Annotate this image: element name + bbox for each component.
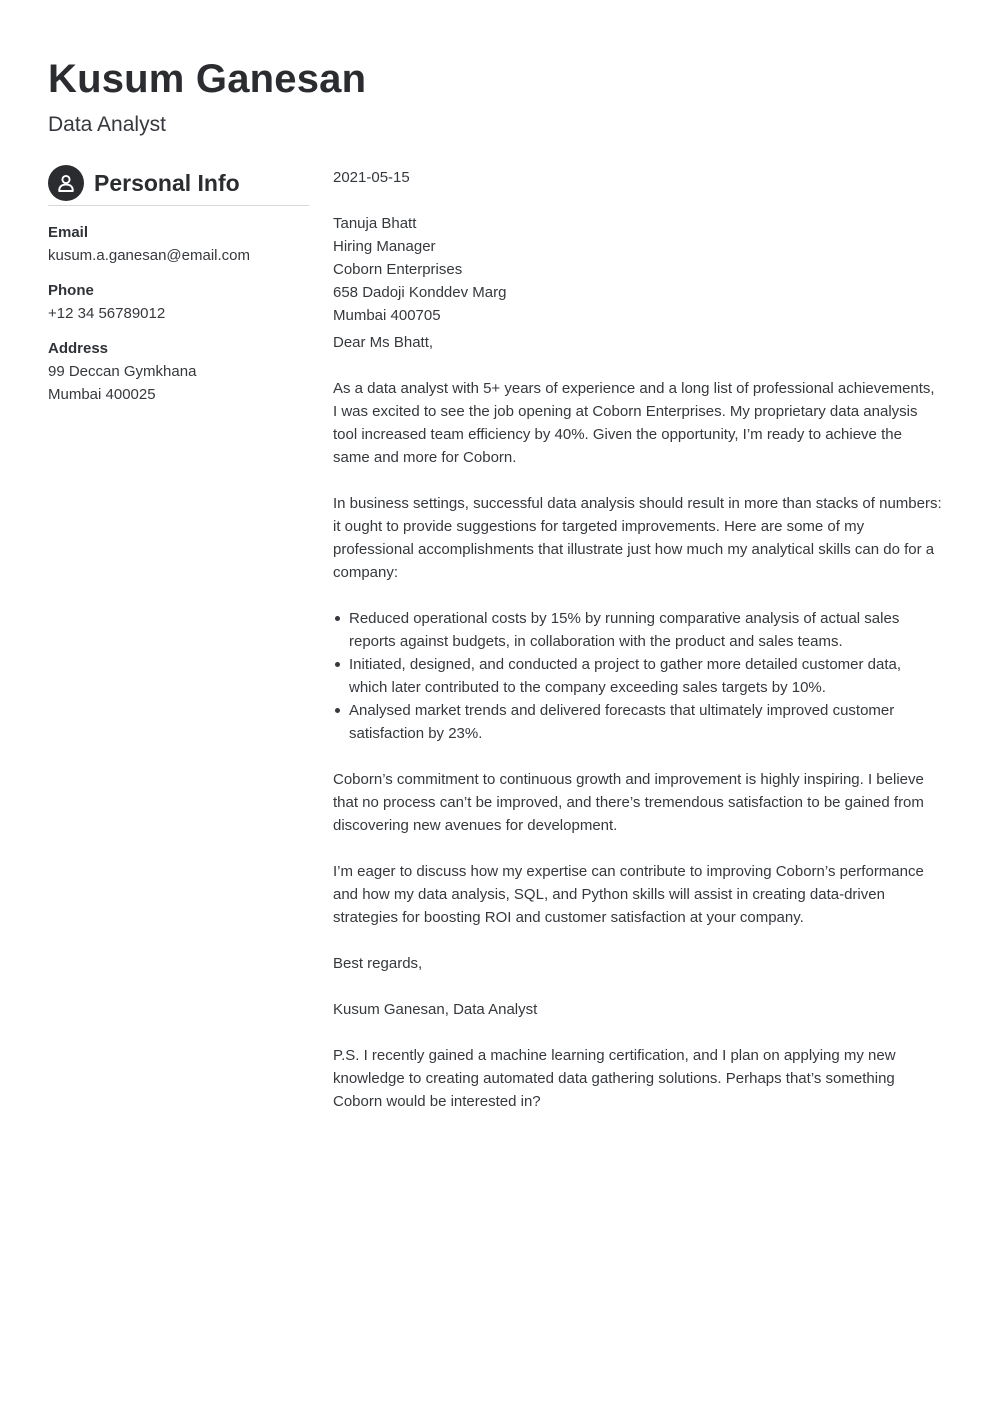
signature: Kusum Ganesan, Data Analyst xyxy=(333,1001,538,1018)
accomplishment-list xyxy=(333,607,945,745)
paragraph-line: same and more for Coborn. xyxy=(333,449,517,466)
paragraph-line: strategies for boosting ROI and customer satisfaction at your company. xyxy=(333,909,804,926)
address-line: 99 Deccan Gymkhana xyxy=(48,363,197,380)
email-value[interactable]: kusum.a.ganesan@email.com xyxy=(48,247,250,264)
recipient-line: Hiring Manager xyxy=(333,238,436,255)
paragraph-line: Coborn would be interested in? xyxy=(333,1093,541,1110)
address-label: Address xyxy=(48,340,109,357)
paragraph-line: discovering new avenues for development. xyxy=(333,817,618,834)
recipient-line: 658 Dadoji Konddev Marg xyxy=(333,284,507,301)
phone-label: Phone xyxy=(48,282,94,299)
recipient-block xyxy=(333,212,945,327)
paragraph-line: knowledge to creating automated data gathering solutions. Perhaps that’s something xyxy=(333,1070,895,1087)
paragraph-line: I’m eager to discuss how my expertise can contribute to improving Coborn’s performance xyxy=(333,863,924,880)
list-item-line: Reduced operational costs by 15% by running comparative analysis of actual sales xyxy=(349,610,900,627)
list-item-line: Analysed market trends and delivered forecasts that ultimately improved customer xyxy=(349,702,895,719)
paragraph-line: and how my data analysis, SQL, and Python skills will assist in creating data-driven xyxy=(333,886,885,903)
recipient-line: Tanuja Bhatt xyxy=(333,215,417,232)
person-icon xyxy=(48,165,84,201)
list-item-line: which later contributed to the company exceeding sales targets by 10%. xyxy=(349,679,826,696)
paragraph-line: tool increased team efficiency by 40%. Given the opportunity, I’m ready to achieve the xyxy=(333,426,902,443)
applicant-title: Data Analyst xyxy=(48,113,166,136)
list-item xyxy=(333,607,945,653)
paragraph-closing xyxy=(333,860,945,929)
recipient-line: Mumbai 400705 xyxy=(333,307,441,324)
letter-body xyxy=(333,166,945,1136)
section-divider xyxy=(48,205,309,206)
list-item-line: satisfaction by 23%. xyxy=(349,725,483,742)
paragraph-intro xyxy=(333,377,945,469)
sidebar xyxy=(48,164,309,406)
applicant-name: Kusum Ganesan xyxy=(48,57,367,101)
section-title: Personal Info xyxy=(94,170,240,196)
closing-salutation: Best regards, xyxy=(333,955,423,972)
paragraph-line: In business settings, successful data analysis should result in more than stacks of numbers: xyxy=(333,495,942,512)
list-item xyxy=(333,653,945,699)
list-item-line: reports against budgets, in collaboration with the product and sales teams. xyxy=(349,633,843,650)
paragraph-line: it ought to provide suggestions for targeted improvements. Here are some of my xyxy=(333,518,865,535)
paragraph-line: P.S. I recently gained a machine learning certification, and I plan on applying my new xyxy=(333,1047,896,1064)
paragraph-accomplishments xyxy=(333,492,945,584)
postscript xyxy=(333,1044,945,1113)
paragraph-line: I was excited to see the job opening at Coborn Enterprises. My proprietary data analysis xyxy=(333,403,918,420)
bullet-icon xyxy=(335,708,340,713)
salutation: Dear Ms Bhatt, xyxy=(333,334,434,351)
list-item-line: Initiated, designed, and conducted a project to gather more detailed customer data, xyxy=(349,656,902,673)
list-item xyxy=(333,699,945,745)
paragraph-commitment xyxy=(333,768,945,837)
phone-value[interactable]: +12 34 56789012 xyxy=(48,305,166,322)
address-block xyxy=(48,337,309,406)
phone-block xyxy=(48,279,309,325)
email-label: Email xyxy=(48,224,89,241)
paragraph-line: professional accomplishments that illustrate just how much my analytical skills can do for a xyxy=(333,541,935,558)
paragraph-line: that no process can’t be improved, and there’s tremendous satisfaction to be gained from xyxy=(333,794,924,811)
paragraph-line: As a data analyst with 5+ years of experience and a long list of professional achievements, xyxy=(333,380,935,397)
bullet-icon xyxy=(335,616,340,621)
bullet-icon xyxy=(335,662,340,667)
address-line: Mumbai 400025 xyxy=(48,386,156,403)
email-block xyxy=(48,221,309,267)
recipient-line: Coborn Enterprises xyxy=(333,261,463,278)
paragraph-line: company: xyxy=(333,564,399,581)
letter-date: 2021-05-15 xyxy=(333,169,410,186)
personal-info-heading xyxy=(48,164,309,202)
paragraph-line: Coborn’s commitment to continuous growth and improvement is highly inspiring. I believe xyxy=(333,771,924,788)
